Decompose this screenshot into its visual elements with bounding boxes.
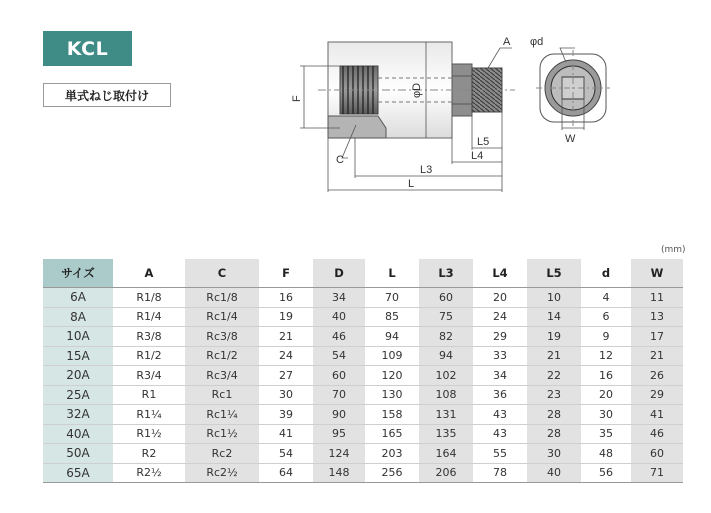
table-row	[43, 327, 683, 347]
table-row	[43, 385, 683, 405]
table-cell: Rc1/4	[185, 307, 259, 327]
table-cell: 41	[259, 424, 313, 444]
table-cell: 14	[527, 307, 581, 327]
column-header-3: F	[259, 259, 313, 288]
table-cell: 120	[365, 366, 419, 386]
table-cell: 71	[631, 463, 683, 483]
table-cell: 43	[473, 405, 527, 425]
column-header-1: A	[113, 259, 185, 288]
table-cell: 75	[419, 307, 473, 327]
table-row	[43, 346, 683, 366]
table-cell: Rc2½	[185, 463, 259, 483]
table-cell: 33	[473, 346, 527, 366]
table-cell: R3/8	[113, 327, 185, 347]
technical-drawing	[0, 0, 711, 240]
table-cell: 78	[473, 463, 527, 483]
dim-label-w: W	[565, 133, 576, 145]
size-cell: 10A	[43, 327, 113, 347]
dim-label-l4: L4	[471, 150, 484, 162]
table-cell: 54	[259, 444, 313, 464]
table-cell: 43	[473, 424, 527, 444]
table-cell: Rc1¼	[185, 405, 259, 425]
table-cell: 95	[313, 424, 365, 444]
mounting-type-label: 単式ねじ取付け	[43, 83, 171, 107]
table-cell: 54	[313, 346, 365, 366]
table-cell: 56	[581, 463, 631, 483]
table-cell: R3/4	[113, 366, 185, 386]
table-cell: 21	[631, 346, 683, 366]
size-cell: 20A	[43, 366, 113, 386]
table-cell: 10	[527, 288, 581, 308]
size-cell: 65A	[43, 463, 113, 483]
table-cell: R1½	[113, 424, 185, 444]
table-cell: 16	[581, 366, 631, 386]
table-cell: 28	[527, 424, 581, 444]
table-cell: 40	[313, 307, 365, 327]
table-cell: 70	[365, 288, 419, 308]
table-cell: R2	[113, 444, 185, 464]
table-cell: Rc1	[185, 385, 259, 405]
table-cell: 30	[527, 444, 581, 464]
table-cell: 48	[581, 444, 631, 464]
table-cell: 29	[631, 385, 683, 405]
table-cell: 19	[259, 307, 313, 327]
table-cell: 16	[259, 288, 313, 308]
size-cell: 8A	[43, 307, 113, 327]
table-cell: 131	[419, 405, 473, 425]
size-cell: 6A	[43, 288, 113, 308]
dim-label-l3: L3	[420, 164, 433, 176]
column-header-0: サイズ	[43, 259, 113, 288]
table-cell: 12	[581, 346, 631, 366]
table-cell: 60	[631, 444, 683, 464]
table-cell: 158	[365, 405, 419, 425]
table-cell: 124	[313, 444, 365, 464]
table-row	[43, 366, 683, 386]
table-cell: 40	[527, 463, 581, 483]
table-cell: 11	[631, 288, 683, 308]
table-cell: 19	[527, 327, 581, 347]
table-cell: 206	[419, 463, 473, 483]
table-cell: R2½	[113, 463, 185, 483]
dim-label-phi-d: φd	[530, 36, 544, 48]
table-cell: 90	[313, 405, 365, 425]
column-header-5: L	[365, 259, 419, 288]
table-cell: 20	[473, 288, 527, 308]
table-cell: Rc3/4	[185, 366, 259, 386]
size-cell: 40A	[43, 424, 113, 444]
table-cell: 4	[581, 288, 631, 308]
size-cell: 25A	[43, 385, 113, 405]
table-cell: 21	[259, 327, 313, 347]
table-cell: 36	[473, 385, 527, 405]
table-cell: 135	[419, 424, 473, 444]
table-row	[43, 288, 683, 308]
table-cell: R1/4	[113, 307, 185, 327]
table-cell: 39	[259, 405, 313, 425]
table-cell: 17	[631, 327, 683, 347]
table-cell: 165	[365, 424, 419, 444]
table-cell: 85	[365, 307, 419, 327]
column-header-7: L4	[473, 259, 527, 288]
table-cell: 29	[473, 327, 527, 347]
table-cell: 34	[313, 288, 365, 308]
dim-label-l: L	[408, 178, 415, 190]
table-cell: 102	[419, 366, 473, 386]
table-cell: Rc3/8	[185, 327, 259, 347]
table-cell: 41	[631, 405, 683, 425]
table-row	[43, 424, 683, 444]
table-cell: 108	[419, 385, 473, 405]
table-cell: 23	[527, 385, 581, 405]
column-header-4: D	[313, 259, 365, 288]
table-cell: Rc1½	[185, 424, 259, 444]
table-cell: 27	[259, 366, 313, 386]
dim-label-a: A	[503, 36, 511, 48]
table-cell: 6	[581, 307, 631, 327]
table-cell: R1¼	[113, 405, 185, 425]
table-cell: Rc1/8	[185, 288, 259, 308]
column-header-10: W	[631, 259, 683, 288]
table-cell: 22	[527, 366, 581, 386]
table-cell: 20	[581, 385, 631, 405]
table-cell: 82	[419, 327, 473, 347]
table-cell: 203	[365, 444, 419, 464]
table-cell: 28	[527, 405, 581, 425]
table-cell: 60	[313, 366, 365, 386]
table-cell: 34	[473, 366, 527, 386]
dimension-table	[43, 259, 683, 483]
dim-label-l5: L5	[477, 136, 490, 148]
table-cell: 30	[259, 385, 313, 405]
column-header-2: C	[185, 259, 259, 288]
dim-label-c: C	[336, 154, 344, 166]
table-cell: 64	[259, 463, 313, 483]
table-cell: 24	[259, 346, 313, 366]
table-cell: Rc1/2	[185, 346, 259, 366]
table-cell: 30	[581, 405, 631, 425]
table-row	[43, 405, 683, 425]
end-view	[536, 48, 610, 130]
table-header-row	[43, 259, 683, 288]
dim-label-f: F	[291, 95, 303, 102]
size-cell: 15A	[43, 346, 113, 366]
table-cell: 256	[365, 463, 419, 483]
table-cell: 26	[631, 366, 683, 386]
table-cell: 148	[313, 463, 365, 483]
column-header-9: d	[581, 259, 631, 288]
size-cell: 50A	[43, 444, 113, 464]
product-code-badge: KCL	[43, 31, 132, 66]
table-row	[43, 307, 683, 327]
table-cell: R1/2	[113, 346, 185, 366]
table-cell: 70	[313, 385, 365, 405]
table-row	[43, 463, 683, 483]
table-cell: 94	[419, 346, 473, 366]
size-cell: 32A	[43, 405, 113, 425]
table-cell: 21	[527, 346, 581, 366]
table-body	[43, 288, 683, 483]
table-cell: 13	[631, 307, 683, 327]
table-cell: 94	[365, 327, 419, 347]
dim-label-phi-D: φD	[411, 82, 423, 98]
table-cell: 35	[581, 424, 631, 444]
table-cell: 164	[419, 444, 473, 464]
table-cell: Rc2	[185, 444, 259, 464]
table-cell: 9	[581, 327, 631, 347]
table-cell: 109	[365, 346, 419, 366]
column-header-6: L3	[419, 259, 473, 288]
table-cell: R1/8	[113, 288, 185, 308]
table-cell: 46	[313, 327, 365, 347]
unit-note: (mm)	[661, 245, 686, 255]
table-cell: 60	[419, 288, 473, 308]
table-cell: 55	[473, 444, 527, 464]
table-row	[43, 444, 683, 464]
column-header-8: L5	[527, 259, 581, 288]
table-cell: 130	[365, 385, 419, 405]
table-cell: 46	[631, 424, 683, 444]
table-cell: R1	[113, 385, 185, 405]
table-cell: 24	[473, 307, 527, 327]
